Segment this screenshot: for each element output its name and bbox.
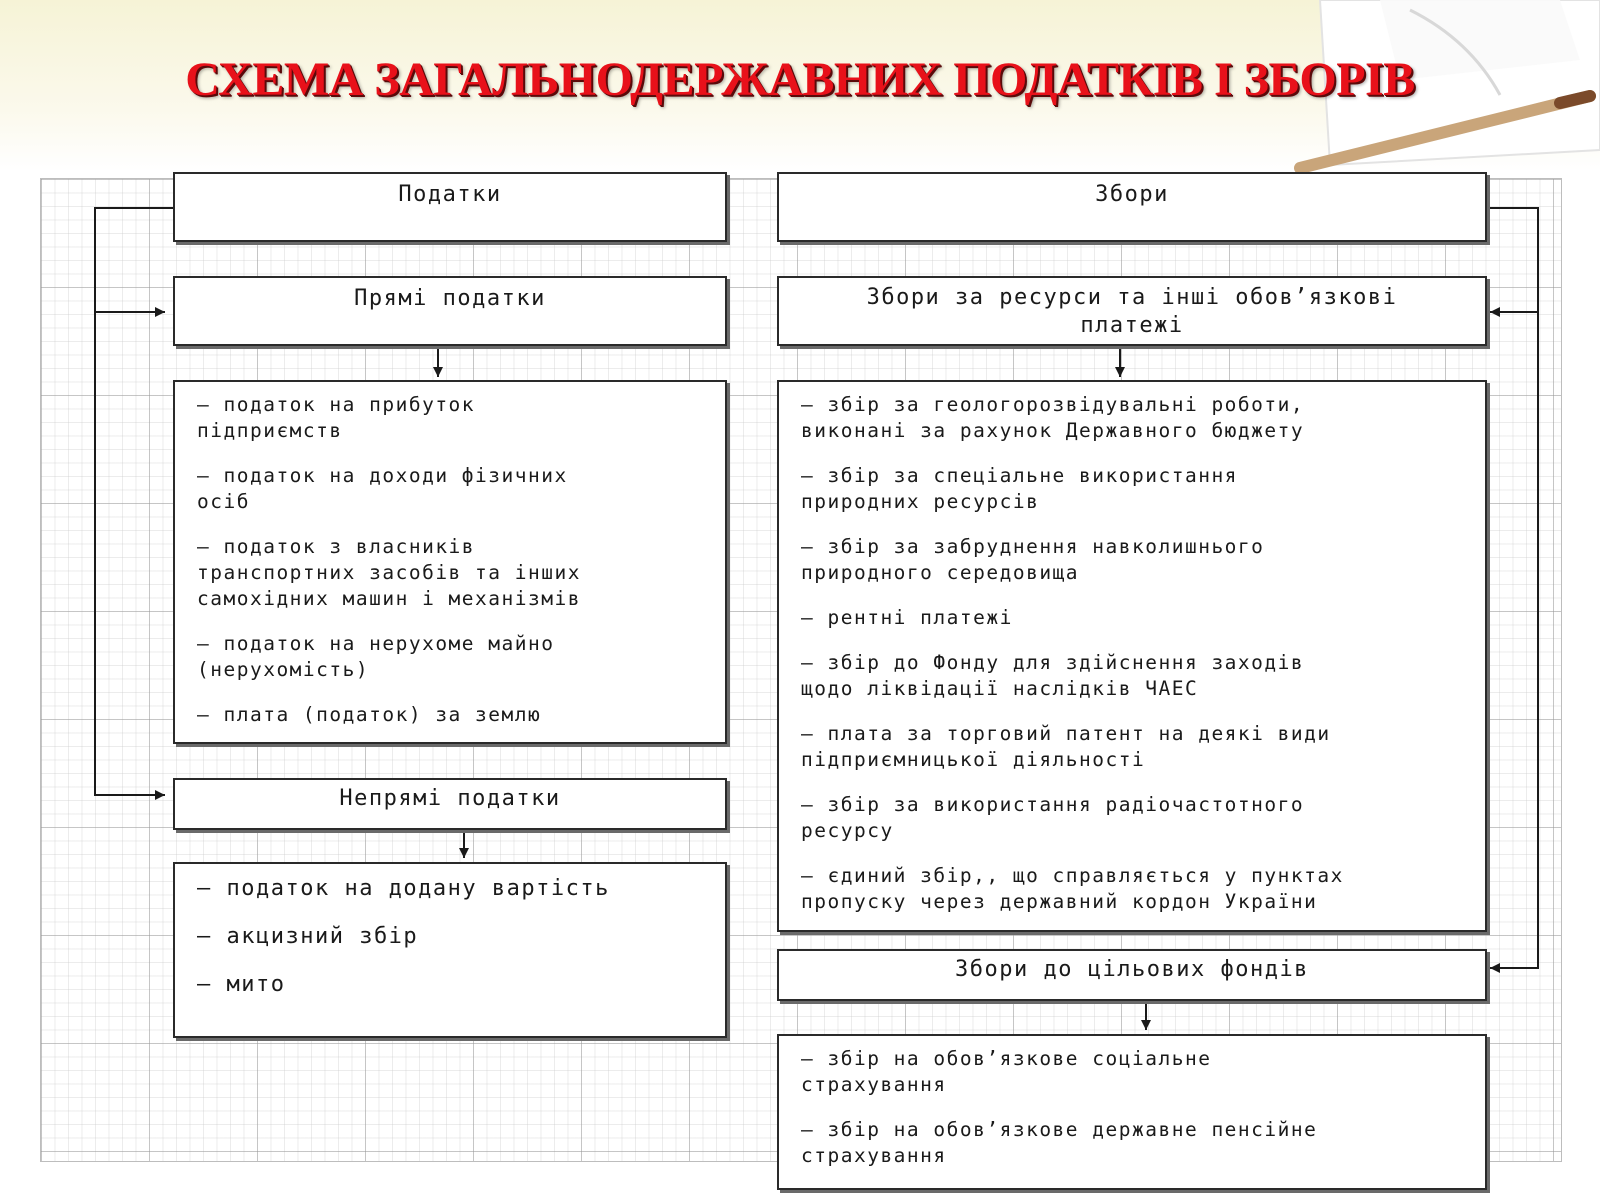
list-item: – єдиний збір,, що справляється у пунктах пропуску через державний кордон України [801, 864, 1344, 913]
fees-header-label: Збори [1095, 182, 1169, 207]
target-funds-list-box [777, 1034, 1487, 1190]
list-item: – податок на прибуток підприємств [197, 393, 476, 442]
indirect-taxes-list-box [173, 862, 727, 1038]
fees-header-box [777, 172, 1487, 242]
list-item: – збір за спеціальне використання природних ресурсів [801, 464, 1238, 513]
list-item: – акцизний збір [197, 924, 419, 949]
taxes-header-label: Податки [398, 182, 502, 207]
list-item: – плата (податок) за землю [197, 703, 542, 726]
list-item: – збір за геологорозвідувальні роботи, виконані за рахунок Державного бюджету [801, 393, 1305, 442]
list-item: – мито [197, 972, 286, 997]
list-item: – податок на додану вартість [197, 876, 610, 901]
list-item: – збір за використання радіочастотного ресурсу [801, 793, 1305, 842]
indirect-taxes-list [175, 864, 725, 1000]
target-funds-label: Збори до цільових фондів [955, 957, 1309, 982]
resource-fees-list-box [777, 380, 1487, 932]
indirect-taxes-label: Непрямі податки [339, 786, 561, 811]
list-item: – рентні платежі [801, 606, 1013, 629]
list-item: – збір на обов’язкове соціальне страхування [801, 1047, 1212, 1096]
list-item: – податок з власників транспортних засобів та інших самохідних машин і механізмів [197, 535, 581, 610]
resource-fees-box [777, 276, 1487, 346]
list-item: – збір на обов’язкове державне пенсійне страхування [801, 1118, 1318, 1167]
list-item: – податок на нерухоме майно (нерухомість) [197, 632, 555, 681]
direct-taxes-label: Прямі податки [354, 286, 546, 311]
page-title: СХЕМА ЗАГАЛЬНОДЕРЖАВНИХ ПОДАТКІВ І ЗБОРІВ [185, 53, 1415, 106]
direct-taxes-list [175, 382, 725, 728]
direct-taxes-box [173, 276, 727, 346]
list-item: – збір за забруднення навколишнього природного середовища [801, 535, 1265, 584]
target-funds-box [777, 949, 1487, 1001]
target-funds-list [779, 1036, 1485, 1169]
list-item: – збір до Фонду для здійснення заходів щодо ліквідації наслідків ЧАЕС [801, 651, 1305, 700]
list-item: – податок на доходи фізичних осіб [197, 464, 568, 513]
resource-fees-label: Збори за ресурси та інші обов’язкові платежі [866, 285, 1398, 338]
direct-taxes-list-box [173, 380, 727, 744]
list-item: – плата за торговий патент на деякі види підприємницької діяльності [801, 722, 1331, 771]
taxes-header-box [173, 172, 727, 242]
indirect-taxes-box [173, 778, 727, 830]
resource-fees-list [779, 382, 1485, 915]
